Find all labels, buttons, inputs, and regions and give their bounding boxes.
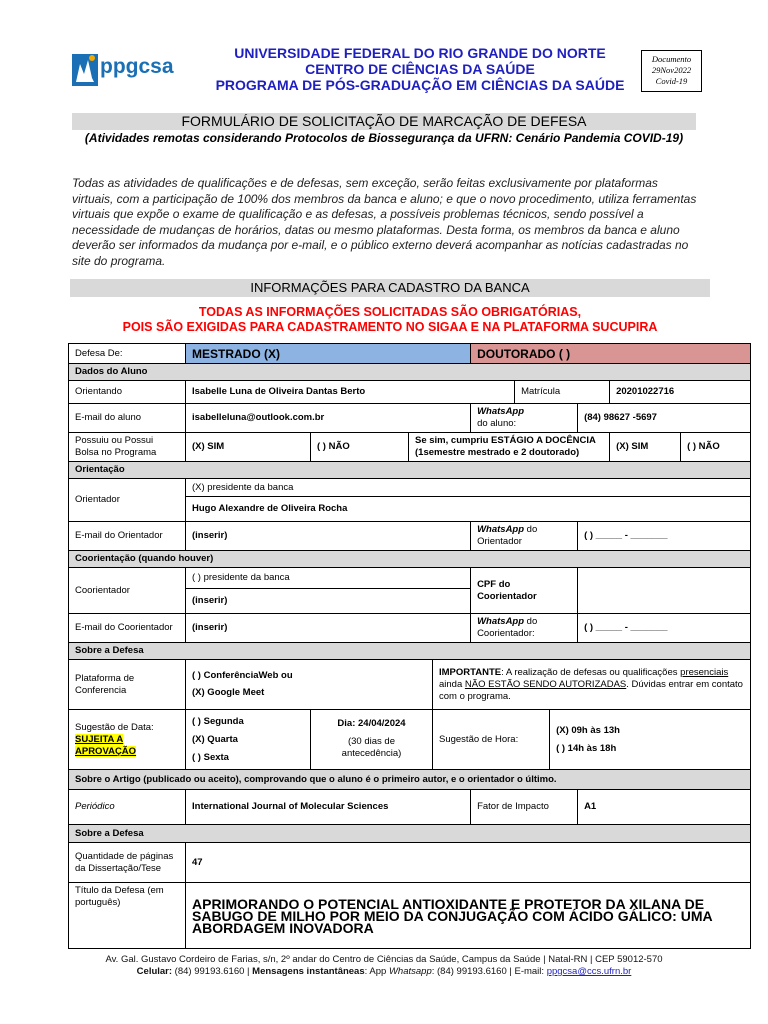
email-coorientador-label: E-mail do Coorientador — [69, 614, 186, 643]
center-name: CENTRO DE CIÊNCIAS DA SAÚDE — [305, 61, 535, 77]
hora-options[interactable] — [550, 710, 751, 770]
orientando-label: Orientando — [69, 381, 186, 404]
dia-semana-options[interactable] — [186, 710, 311, 770]
sujeita-aprovacao-badge: SUJEITA A APROVAÇÃO — [75, 733, 137, 757]
matricula-label: Matrícula — [515, 381, 610, 404]
sobre-defesa-header: Sobre a Defesa — [69, 643, 751, 660]
whatsapp-aluno-value[interactable]: (84) 98627 -5697 — [578, 404, 751, 433]
warning-line1: TODAS AS INFORMAÇÕES SOLICITADAS SÃO OBRIGATÓRIAS, — [198, 305, 582, 319]
periodico-label: Periódico — [69, 790, 186, 825]
registration-form — [68, 343, 751, 949]
fator-impacto-value[interactable]: A1 — [578, 790, 751, 825]
footer-contact: Celular: (84) 99193.6160 | Mensagens instantâneas: App Whatsapp: (84) 99193.6160 | E-mail: ppgcsa@ccs.ufrn.br — [136, 966, 632, 977]
cpf-coorientador-value[interactable] — [578, 568, 751, 614]
fator-impacto-label: Fator de Impacto — [471, 790, 578, 825]
orientador-label: Orientador — [69, 479, 186, 522]
hora1-option[interactable]: (X) 09h às 13h — [556, 724, 620, 736]
conferenciaweb-option[interactable]: ( ) ConferênciaWeb ou — [192, 670, 293, 681]
coorientacao-header: Coorientação (quando houver) — [69, 551, 751, 568]
coorientador-value[interactable]: (inserir) — [186, 589, 471, 614]
intro-paragraph: Todas as atividades de qualificações e de defesas, sem exceção, serão feitas exclusivamente por plataformas virtuais, com a participação de 100% dos membros da banca e aluno; e que o novo procedimento, utiliza ferramentas virtuais que expõe o exame de qualificação e as defesas, a possíveis problemas técnicos, sendo possível a necessidade de mudanças de horários, datas ou mesmo plataformas. Desta forma, os membros da banca e aluno deverão ser informados da mudança por e-mail, e o público externo deverá acompanhar as notícias cadastradas no site do programa. — [72, 176, 697, 268]
sobre-artigo-header: Sobre o Artigo (publicado ou aceito), comprovando que o aluno é o primeiro autor, e o orientador o último. — [69, 770, 751, 790]
matricula-value[interactable]: 20201022716 — [610, 381, 751, 404]
plataforma-label: Plataforma de Conferencia — [69, 660, 186, 710]
sobre-defesa2-header: Sobre a Defesa — [69, 825, 751, 843]
email-aluno-label: E-mail do aluno — [69, 404, 186, 433]
document-box: Documento 29Nov2022 Covid-19 — [641, 50, 702, 92]
estagio-label: Se sim, cumpriu ESTÁGIO A DOCÊNCIA (1semestre mestrado e 2 doutorado) — [409, 433, 610, 462]
email-aluno-value[interactable]: isabelleluna@outlook.com.br — [186, 404, 471, 433]
googlemeet-option[interactable]: (X) Google Meet — [192, 687, 265, 698]
mestrado-option[interactable]: MESTRADO (X) — [186, 344, 471, 364]
dados-aluno-header: Dados do Aluno — [69, 364, 751, 381]
whatsapp-coorientador-label: WhatsApp do Coorientador: — [471, 614, 578, 643]
cpf-coorientador-label: CPF do Coorientador — [471, 568, 578, 614]
email-orientador-value[interactable]: (inserir) — [186, 522, 471, 551]
footer-email-link[interactable]: ppgcsa@ccs.ufrn.br — [546, 966, 632, 977]
titulo-value[interactable]: APRIMORANDO O POTENCIAL ANTIOXIDANTE E PROTETOR DA XILANA DE SABUGO DE MILHO POR MEIO DA CONJUGAÇÃO COM ÁCIDO GÁLICO: UMA ABORDAGEM INOVADORA — [186, 883, 751, 949]
estagio-nao-checkbox[interactable]: ( ) NÃO — [681, 433, 751, 462]
sugestao-data-label: Sugestão de Data: SUJEITA A APROVAÇÃO — [69, 710, 186, 770]
bolsa-nao-checkbox[interactable]: ( ) NÃO — [311, 433, 409, 462]
orientador-value[interactable]: Hugo Alexandre de Oliveira Rocha — [186, 497, 751, 522]
orientacao-header: Orientação — [69, 462, 751, 479]
dia-cell[interactable]: Dia: 24/04/2024 (30 dias de antecedência) — [311, 710, 433, 770]
plataforma-options[interactable] — [186, 660, 433, 710]
defesa-label: Defesa De: — [69, 344, 186, 364]
doutorado-option[interactable]: DOUTORADO ( ) — [471, 344, 751, 364]
bolsa-sim-checkbox[interactable]: (X) SIM — [186, 433, 311, 462]
whatsapp-orientador-value[interactable]: ( ) _____ - _______ — [578, 522, 751, 551]
footer-address: Av. Gal. Gustavo Cordeiro de Farias, s/n, 2º andar do Centro de Ciências da Saúde, Campus da Saúde | Natal-RN | CEP 59012-570 — [105, 954, 663, 965]
form-subtitle: (Atividades remotas considerando Protocolos de Biossegurança da UFRN: Cenário Pandemia COVID-19) — [84, 131, 684, 145]
segunda-option[interactable]: ( ) Segunda — [192, 715, 244, 727]
coorientador-label: Coorientador — [69, 568, 186, 614]
footer — [60, 954, 708, 978]
sugestao-hora-label: Sugestão de Hora: — [433, 710, 550, 770]
qtd-paginas-value[interactable]: 47 — [186, 843, 751, 883]
section-title: INFORMAÇÕES PARA CADASTRO DA BANCA — [70, 279, 710, 297]
whatsapp-orientador-label: WhatsApp do Orientador — [471, 522, 578, 551]
qtd-paginas-label: Quantidade de páginas da Dissertação/Tese — [69, 843, 186, 883]
whatsapp-coorientador-value[interactable]: ( ) _____ - _______ — [578, 614, 751, 643]
email-orientador-label: E-mail do Orientador — [69, 522, 186, 551]
hora2-option[interactable]: ( ) 14h às 18h — [556, 742, 617, 754]
university-name: UNIVERSIDADE FEDERAL DO RIO GRANDE DO NORTE — [234, 45, 606, 61]
estagio-sim-checkbox[interactable]: (X) SIM — [610, 433, 681, 462]
warning-line2: POIS SÃO EXIGIDAS PARA CADASTRAMENTO NO SIGAA E NA PLATAFORMA SUCUPIRA — [122, 320, 658, 334]
whatsapp-aluno-label: WhatsApp do aluno: — [471, 404, 578, 433]
orientador-presidente-checkbox[interactable]: (X) presidente da banca — [186, 479, 751, 497]
periodico-value[interactable]: International Journal of Molecular Sciences — [186, 790, 471, 825]
coorientador-presidente-checkbox[interactable]: ( ) presidente da banca — [186, 568, 471, 589]
titulo-label: Título da Defesa (em português) — [69, 883, 186, 949]
orientando-value[interactable]: Isabelle Luna de Oliveira Dantas Berto — [186, 381, 515, 404]
ppgcsa-logo — [72, 48, 180, 88]
importante-note: IMPORTANTE: A realização de defesas ou qualificações presenciais ainda NÃO ESTÃO SENDO AUTORIZADAS. Dúvidas entrar em contato com o programa. — [433, 660, 751, 710]
email-coorientador-value[interactable]: (inserir) — [186, 614, 471, 643]
quarta-option[interactable]: (X) Quarta — [192, 733, 238, 745]
bolsa-label: Possuiu ou Possui Bolsa no Programa — [69, 433, 186, 462]
program-name: PROGRAMA DE PÓS-GRADUAÇÃO EM CIÊNCIAS DA SAÚDE — [215, 77, 625, 93]
sexta-option[interactable]: ( ) Sexta — [192, 751, 229, 763]
form-title: FORMULÁRIO DE SOLICITAÇÃO DE MARCAÇÃO DE DEFESA — [72, 113, 696, 130]
svg-text:ppgcsa: ppgcsa — [100, 55, 174, 78]
